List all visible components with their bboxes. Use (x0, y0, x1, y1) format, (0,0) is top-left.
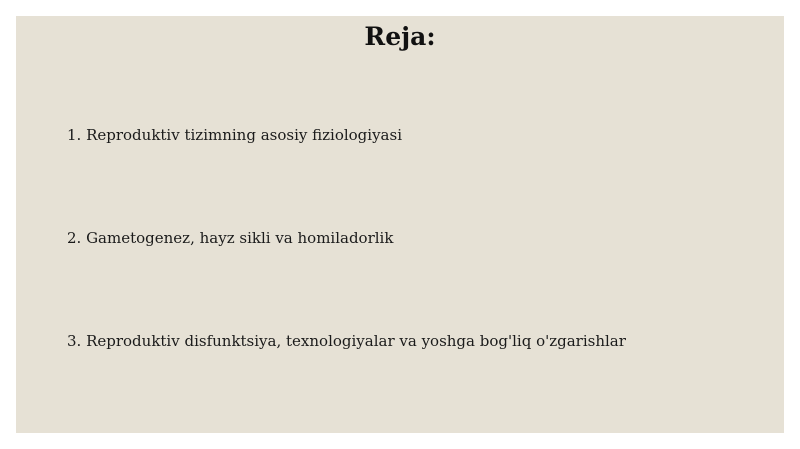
slide-canvas (16, 16, 784, 433)
agenda-item-2: 2. Gametogenez, hayz sikli va homiladorlik (67, 229, 394, 247)
agenda-item-3: 3. Reproduktiv disfunktsiya, texnologiyalar va yoshga bog'liq o'zgarishlar (67, 332, 626, 350)
agenda-item-1: 1. Reproduktiv tizimning asosiy fiziologiyasi (67, 126, 402, 144)
slide-title: Reja: (364, 22, 436, 51)
